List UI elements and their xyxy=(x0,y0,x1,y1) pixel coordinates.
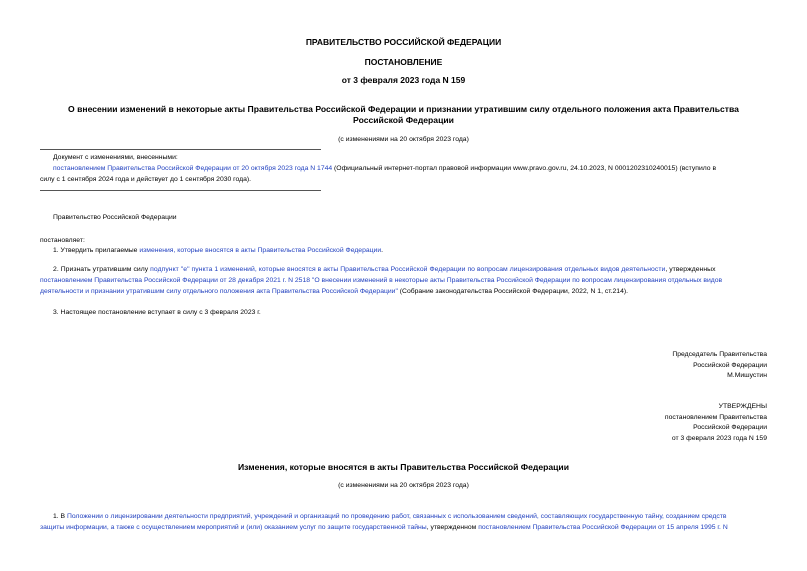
approved-line4: от 3 февраля 2023 года N 159 xyxy=(671,434,767,442)
subject-text: Правительство Российской Федерации xyxy=(53,214,177,221)
government-heading: ПРАВИТЕЛЬСТВО РОССИЙСКОЙ ФЕДЕРАЦИИ xyxy=(305,37,502,47)
signature-line2: Российской Федерации xyxy=(693,361,767,369)
p2-mid: , утвержденных xyxy=(665,266,716,273)
approved-line1: УТВЕРЖДЕНЫ xyxy=(718,403,767,410)
annex-title: Изменения, которые вносятся в акты Правительства Российской Федерации xyxy=(237,462,569,472)
signature-block xyxy=(672,350,767,382)
p1-link[interactable]: изменения, которые вносятся в акты Правительства Российской Федерации xyxy=(139,247,382,254)
p1-prefix: 1. Утвердить прилагаемые xyxy=(53,247,140,254)
document-title-line1: О внесении изменений в некоторые акты Правительства Российской Федерации и признании утратившим силу отдельного положения акта Правительства xyxy=(68,104,739,114)
p2-prefix: 2. Признать утратившим силу xyxy=(53,266,151,273)
changes-intro: Документ с изменениями, внесенными: xyxy=(53,154,178,161)
annex-p1-mid: , утвержденном xyxy=(426,524,479,531)
annex-p1-link1b[interactable]: защиты информации, а также с осуществлением мероприятий и (или) оказанием услуг по защите государственной тайны xyxy=(40,524,427,531)
divider-top xyxy=(40,149,321,150)
annex-revision: (с изменениями на 20 октября 2023 года) xyxy=(338,482,469,489)
p2-suffix: (Собрание законодательства Российской Федерации, 2022, N 1, ст.214). xyxy=(397,288,628,295)
annex-paragraph-1-line1 xyxy=(53,512,767,523)
doc-type-heading: ПОСТАНОВЛЕНИЕ xyxy=(364,57,443,67)
signature-line1: Председатель Правительства xyxy=(672,351,767,358)
p2-link1[interactable]: подпункт "е" пункта 1 изменений, которые вносятся в акты Правительства Российской Федерации по вопросам лицензирования отдельных видов деятельности xyxy=(150,266,666,273)
approved-line2: постановлением Правительства xyxy=(664,413,767,421)
changes-text2: силу с 1 сентября 2024 года и действует до 1 сентября 2030 года). xyxy=(40,176,252,183)
p2-link2b[interactable]: деятельности и признании утратившим силу отдельного положения акта Правительства Российской Федерации" xyxy=(40,288,398,295)
approved-line3: Российской Федерации xyxy=(693,424,767,432)
signature-line3: М.Мишустин xyxy=(727,372,767,380)
paragraph-2-line1 xyxy=(53,265,767,276)
annex-paragraph-1-line2 xyxy=(40,523,767,534)
decides-text: постановляет: xyxy=(40,237,85,244)
amendment-link[interactable]: постановлением Правительства Российской Федерации от 20 октября 2023 года N 1744 xyxy=(53,165,333,172)
changes-line xyxy=(53,164,767,175)
revision-note: (с изменениями на 20 октября 2023 года) xyxy=(338,136,469,143)
paragraph-2-line3 xyxy=(40,287,767,298)
paragraph-1 xyxy=(53,246,383,257)
divider-bottom xyxy=(40,190,321,191)
annex-p1-prefix: 1. В xyxy=(53,513,67,520)
annex-p1-link2[interactable]: постановлением Правительства Российской Федерации от 15 апреля 1995 г. N xyxy=(478,524,728,531)
paragraph-3: 3. Настоящее постановление вступает в силу с 3 февраля 2023 г. xyxy=(53,309,261,316)
date-number-heading: от 3 февраля 2023 года N 159 xyxy=(341,75,466,85)
paragraph-2-line2 xyxy=(40,276,767,287)
annex-p1-link1[interactable]: Положении о лицензировании деятельности предприятий, учреждений и организаций по проведению работ, связанных с использованием сведений, составляющих государственную тайну, созданием средств xyxy=(66,513,727,520)
document-title-line2: Российской Федерации xyxy=(353,115,454,125)
approved-block xyxy=(665,402,767,444)
p2-link2a[interactable]: постановлением Правительства Российской Федерации от 28 декабря 2021 г. N 2518 "О внесении изменений в некоторые акты Правительства Российской Федерации по вопросам лицензирования отдельных видов xyxy=(40,277,723,284)
changes-text1: (Официальный интернет-портал правовой информации www.pravo.gov.ru, 24.10.2023, N 0001202310240015) (вступило в xyxy=(332,165,717,172)
p1-suffix: . xyxy=(381,247,384,254)
